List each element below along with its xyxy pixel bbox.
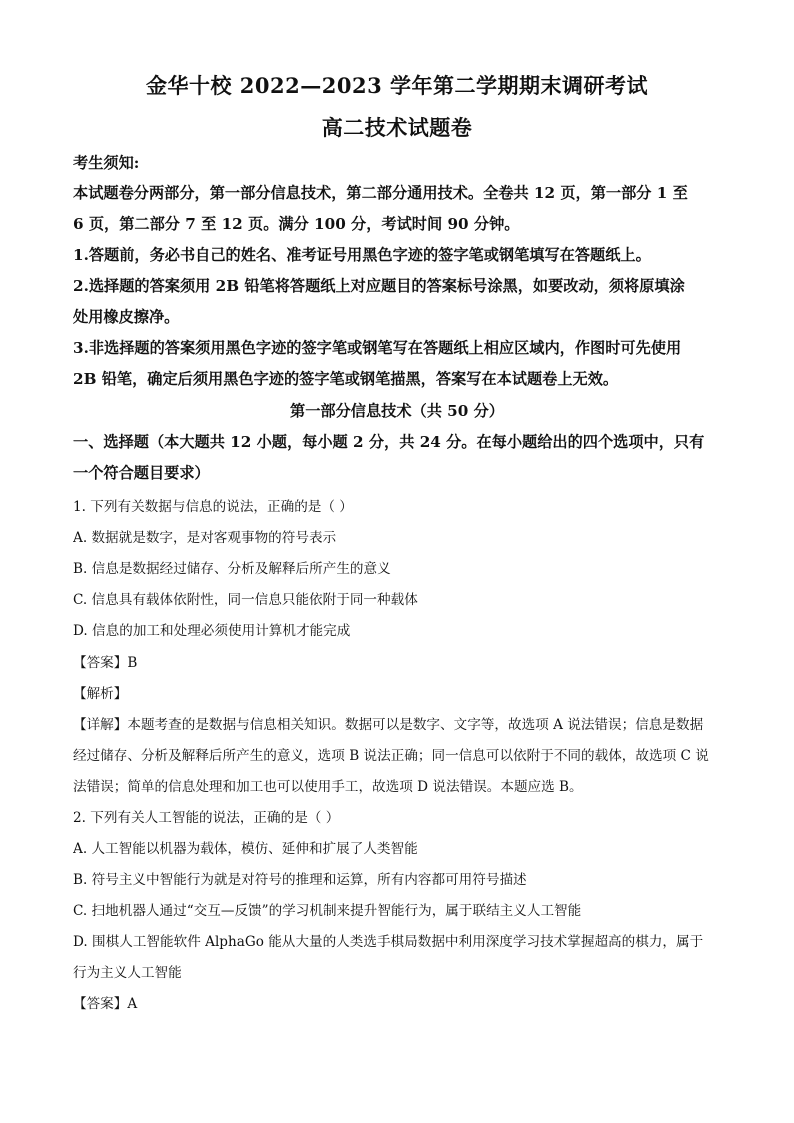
notice-heading: 考生须知: — [73, 154, 140, 172]
question-1-detail-line: 经过储存、分析及解释后所产生的意义，选项 B 说法正确；同一信息可以依附于不同的载体，故选项 C 说 — [73, 748, 709, 764]
question-1-option-a: A. 数据就是数字，是对客观事物的符号表示 — [73, 530, 337, 546]
question-2-answer: 【答案】A — [73, 996, 138, 1012]
question-2-option-d: D. 围棋人工智能软件 AlphaGo 能从大量的人类选手棋局数据中利用深度学习技术掌握超高的棋力，属于 — [73, 934, 704, 950]
question-2-option-b: B. 符号主义中智能行为就是对符号的推理和运算，所有内容都可用符号描述 — [73, 872, 527, 888]
exam-title: 金华十校 2022—2023 学年第二学期期末调研考试 — [145, 73, 648, 98]
notice-line: 本试题卷分两部分，第一部分信息技术，第二部分通用技术。全卷共 12 页，第一部分 1 至 — [73, 184, 688, 202]
question-2-option-c: C. 扫地机器人通过“交互—反馈”的学习机制来提升智能行为，属于联结主义人工智能 — [73, 903, 582, 919]
question-1-detail-line: 【详解】本题考查的是数据与信息相关知识。数据可以是数字、文字等，故选项 A 说法错误；信息是数据 — [73, 717, 704, 733]
notice-line: 处用橡皮擦净。 — [73, 308, 180, 326]
question-1-detail-line: 法错误；简单的信息处理和加工也可以使用手工，故选项 D 说法错误。本题应选 B。 — [73, 779, 583, 795]
exam-subtitle: 高二技术试题卷 — [321, 115, 473, 140]
section-heading-line: 一、选择题（本大题共 12 小题，每小题 2 分，共 24 分。在每小题给出的四个选项中，只有 — [73, 433, 705, 451]
question-1-option-b: B. 信息是数据经过储存、分析及解释后所产生的意义 — [73, 561, 391, 577]
notice-line: 3.非选择题的答案须用黑色字迹的签字笔或钢笔写在答题纸上相应区域内，作图时可先使用 — [73, 339, 682, 357]
notice-line: 6 页，第二部分 7 至 12 页。满分 100 分，考试时间 90 分钟。 — [73, 215, 520, 233]
section-heading-line: 一个符合题目要求） — [73, 464, 210, 482]
question-2-stem: 2. 下列有关人工智能的说法，正确的是（ ） — [73, 810, 340, 826]
question-1-option-c: C. 信息具有载体依附性，同一信息只能依附于同一种载体 — [73, 592, 418, 608]
notice-line: 2.选择题的答案须用 2B 铅笔将答题纸上对应题目的答案标号涂黑，如要改动，须将原填涂 — [73, 277, 685, 295]
notice-line: 2B 铅笔，确定后须用黑色字迹的签字笔或钢笔描黑，答案写在本试题卷上无效。 — [73, 370, 619, 388]
question-1-stem: 1. 下列有关数据与信息的说法，正确的是（ ） — [73, 499, 353, 515]
section-title: 第一部分信息技术（共 50 分） — [290, 402, 504, 420]
question-1-answer: 【答案】B — [73, 655, 138, 671]
question-2-option-d-cont: 行为主义人工智能 — [73, 965, 182, 981]
question-1-option-d: D. 信息的加工和处理必须使用计算机才能完成 — [73, 623, 351, 639]
question-2-option-a: A. 人工智能以机器为载体，模仿、延伸和扩展了人类智能 — [73, 841, 418, 857]
question-1-analysis: 【解析】 — [73, 686, 128, 702]
notice-line: 1.答题前，务必书自己的姓名、准考证号用黑色字迹的签字笔或钢笔填写在答题纸上。 — [73, 246, 651, 264]
